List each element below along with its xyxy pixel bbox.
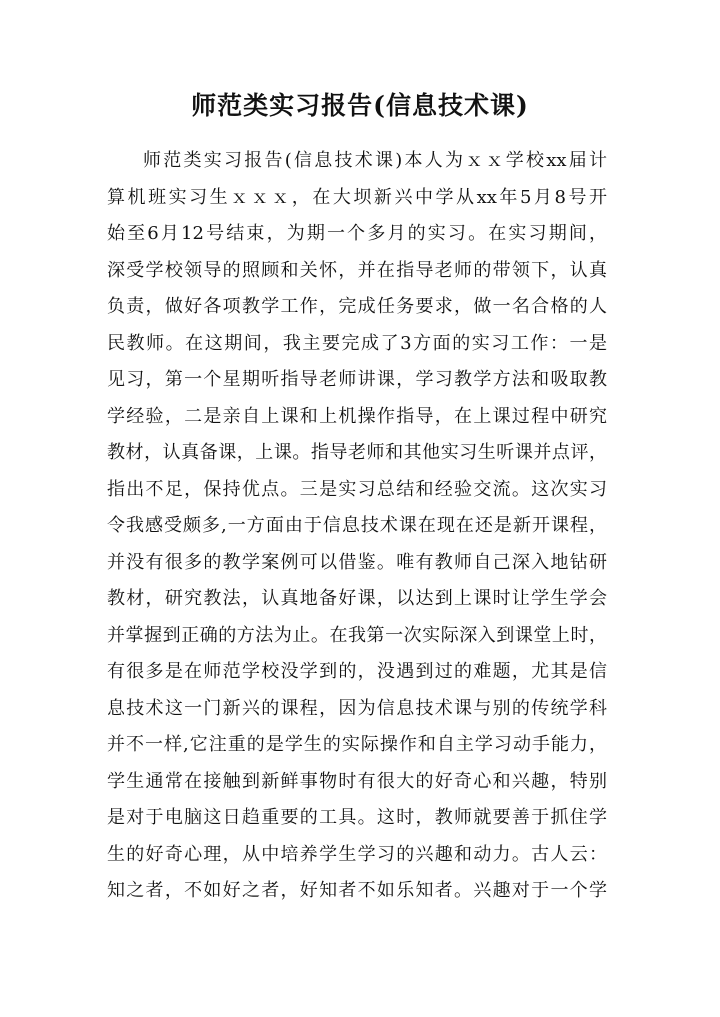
paragraph-line: 算机班实习生ｘｘｘ，在大坝新兴中学从xx年5月8号开	[107, 186, 607, 208]
paragraph-line: 并不一样,它注重的是学生的实际操作和自主学习动手能力，	[107, 734, 607, 755]
paragraph-line: 息技术这一门新兴的课程，因为信息技术课与别的传统学科	[107, 697, 607, 719]
paragraph-line: 知之者，不如好之者，好知者不如乐知者。兴趣对于一个学	[107, 880, 607, 901]
paragraph-line: 令我感受颇多,一方面由于信息技术课在现在还是新开课程，	[107, 515, 607, 536]
document-body	[107, 143, 607, 910]
paragraph-line: 见习，第一个星期听指导老师讲课，学习教学方法和吸取教	[107, 369, 607, 390]
paragraph-line: 始至6月12号结束，为期一个多月的实习。在实习期间，	[107, 223, 607, 244]
paragraph-line: 并掌握到正确的方法为止。在我第一次实际深入到课堂上时，	[107, 624, 607, 646]
paragraph-line: 深受学校领导的照顾和关怀，并在指导老师的带领下，认真	[107, 259, 607, 281]
paragraph-line: 并没有很多的教学案例可以借鉴。唯有教师自己深入地钻研	[107, 551, 607, 573]
paragraph-line: 指出不足，保持优点。三是实习总结和经验交流。这次实习	[107, 478, 607, 500]
paragraph-line: 是对于电脑这日趋重要的工具。这时，教师就要善于抓住学	[107, 807, 607, 828]
paragraph-line: 负责，做好各项教学工作，完成任务要求，做一名合格的人	[107, 296, 607, 317]
paragraph-line: 教材，研究教法，认真地备好课，以达到上课时让学生学会	[107, 588, 607, 609]
paragraph-line: 教材，认真备课，上课。指导老师和其他实习生听课并点评，	[107, 442, 607, 463]
paragraph-line: 学生通常在接触到新鲜事物时有很大的好奇心和兴趣，特别	[107, 770, 607, 792]
document-title: 师范类实习报告(信息技术课)	[191, 91, 529, 120]
paragraph-line: 师范类实习报告(信息技术课)本人为ｘｘ学校xx届计	[143, 150, 607, 171]
paragraph-line: 有很多是在师范学校没学到的，没遇到过的难题，尤其是信	[107, 661, 607, 682]
paragraph-line: 生的好奇心理，从中培养学生学习的兴趣和动力。古人云：	[107, 843, 607, 865]
paragraph-line: 民教师。在这期间，我主要完成了3方面的实习工作：一是	[107, 332, 607, 354]
paragraph-line: 学经验，二是亲自上课和上机操作指导，在上课过程中研究	[107, 405, 607, 427]
